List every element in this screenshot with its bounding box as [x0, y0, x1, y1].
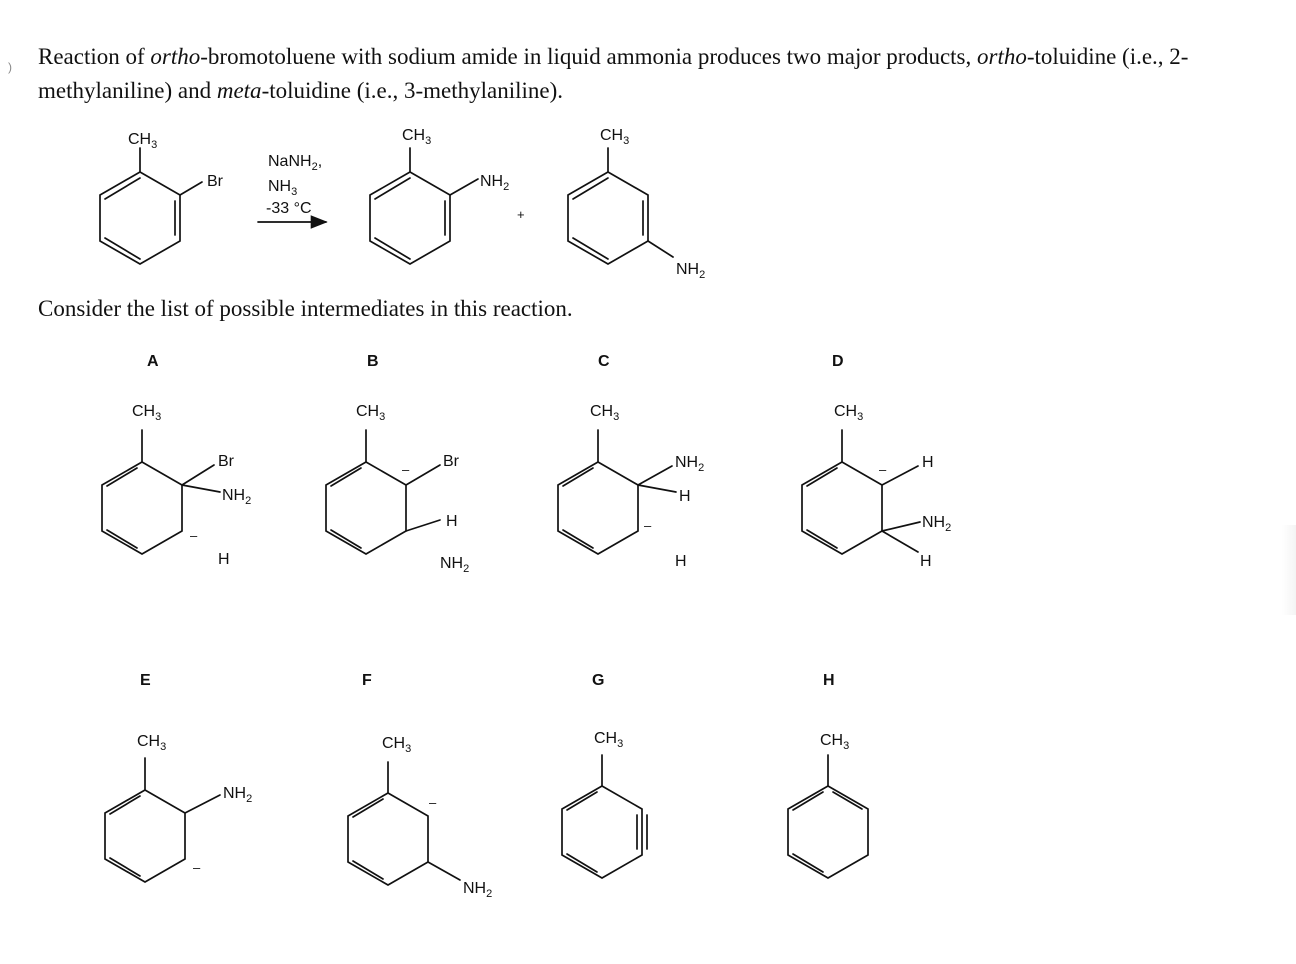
ch3-label: $CH_3$	[590, 403, 620, 423]
option-label-b: B	[367, 353, 379, 370]
h-label: H	[675, 553, 687, 570]
nh2-label: $NH_2$	[480, 173, 510, 193]
option-label-g: G	[592, 672, 605, 689]
option-label-e: E	[140, 672, 151, 689]
ch3-label: $CH_3$	[820, 732, 850, 752]
br-label: Br	[218, 453, 234, 470]
option-label-h: H	[823, 672, 835, 689]
intermediate-a	[102, 403, 251, 568]
ch3-label: $CH_3$	[137, 733, 167, 753]
question-prompt: Consider the list of possible intermediates in this reaction.	[38, 296, 573, 321]
br-label: Br	[207, 173, 223, 190]
option-label-d: D	[832, 353, 844, 370]
reaction-temperature: -33 °C	[266, 200, 312, 217]
nh2-label: $NH_2$	[223, 785, 253, 805]
ch3-label: $CH_3$	[600, 127, 630, 147]
br-label: Br	[443, 453, 459, 470]
question-intro: Reaction of ortho-bromotoluene with sodium amide in liquid ammonia produces two major products, ortho-toluidine (i.e., 2-methylaniline) and meta-toluidine (i.e., 3-methylaniline).	[38, 44, 1189, 103]
plus-sign: +	[517, 207, 525, 222]
charge-minus: –	[879, 462, 887, 477]
intermediate-g-benzyne	[562, 730, 647, 878]
ch3-label: $CH_3$	[356, 403, 386, 423]
nh2-label: $NH_2$	[222, 487, 252, 507]
h-label: H	[922, 454, 934, 471]
reagent-nh3: $NH_3$	[268, 178, 298, 198]
ch3-label: $CH_3$	[834, 403, 864, 423]
reagent-nanh2: NaNH$_2$,	[268, 153, 323, 173]
ch3-label: $CH_3$	[382, 735, 412, 755]
product-ortho-toluidine	[370, 127, 509, 264]
h-label: H	[446, 513, 458, 530]
reactant-ortho-bromotoluene	[100, 131, 224, 264]
charge-minus: –	[190, 528, 198, 543]
option-label-c: C	[598, 353, 610, 370]
intermediate-f	[348, 735, 492, 900]
nh2-label: $NH_2$	[922, 514, 952, 534]
charge-minus: –	[429, 795, 437, 810]
ch3-label: $CH_3$	[402, 127, 432, 147]
nh2-label: $NH_2$	[463, 880, 493, 900]
product-meta-toluidine	[568, 127, 705, 281]
intermediate-b	[326, 403, 469, 575]
ch3-label: $CH_3$	[132, 403, 162, 423]
scroll-marker: )	[8, 60, 12, 74]
h-label: H	[920, 553, 932, 570]
intermediate-d	[802, 403, 951, 570]
intermediate-h-benzyne	[788, 732, 868, 878]
reaction-conditions	[258, 153, 326, 222]
ch3-label: $CH_3$	[128, 131, 158, 151]
ch3-label: $CH_3$	[594, 730, 624, 750]
nh2-label: $NH_2$	[676, 261, 706, 281]
h-label: H	[679, 488, 691, 505]
charge-minus: –	[402, 462, 410, 477]
intermediate-c	[558, 403, 704, 570]
charge-minus: –	[644, 518, 652, 533]
option-label-a: A	[147, 353, 159, 370]
nh2-label: $NH_2$	[675, 454, 705, 474]
nh2-label: $NH_2$	[440, 555, 470, 575]
h-label: H	[218, 551, 230, 568]
intermediate-e	[105, 733, 252, 882]
option-label-f: F	[362, 672, 372, 689]
charge-minus: –	[193, 860, 201, 875]
